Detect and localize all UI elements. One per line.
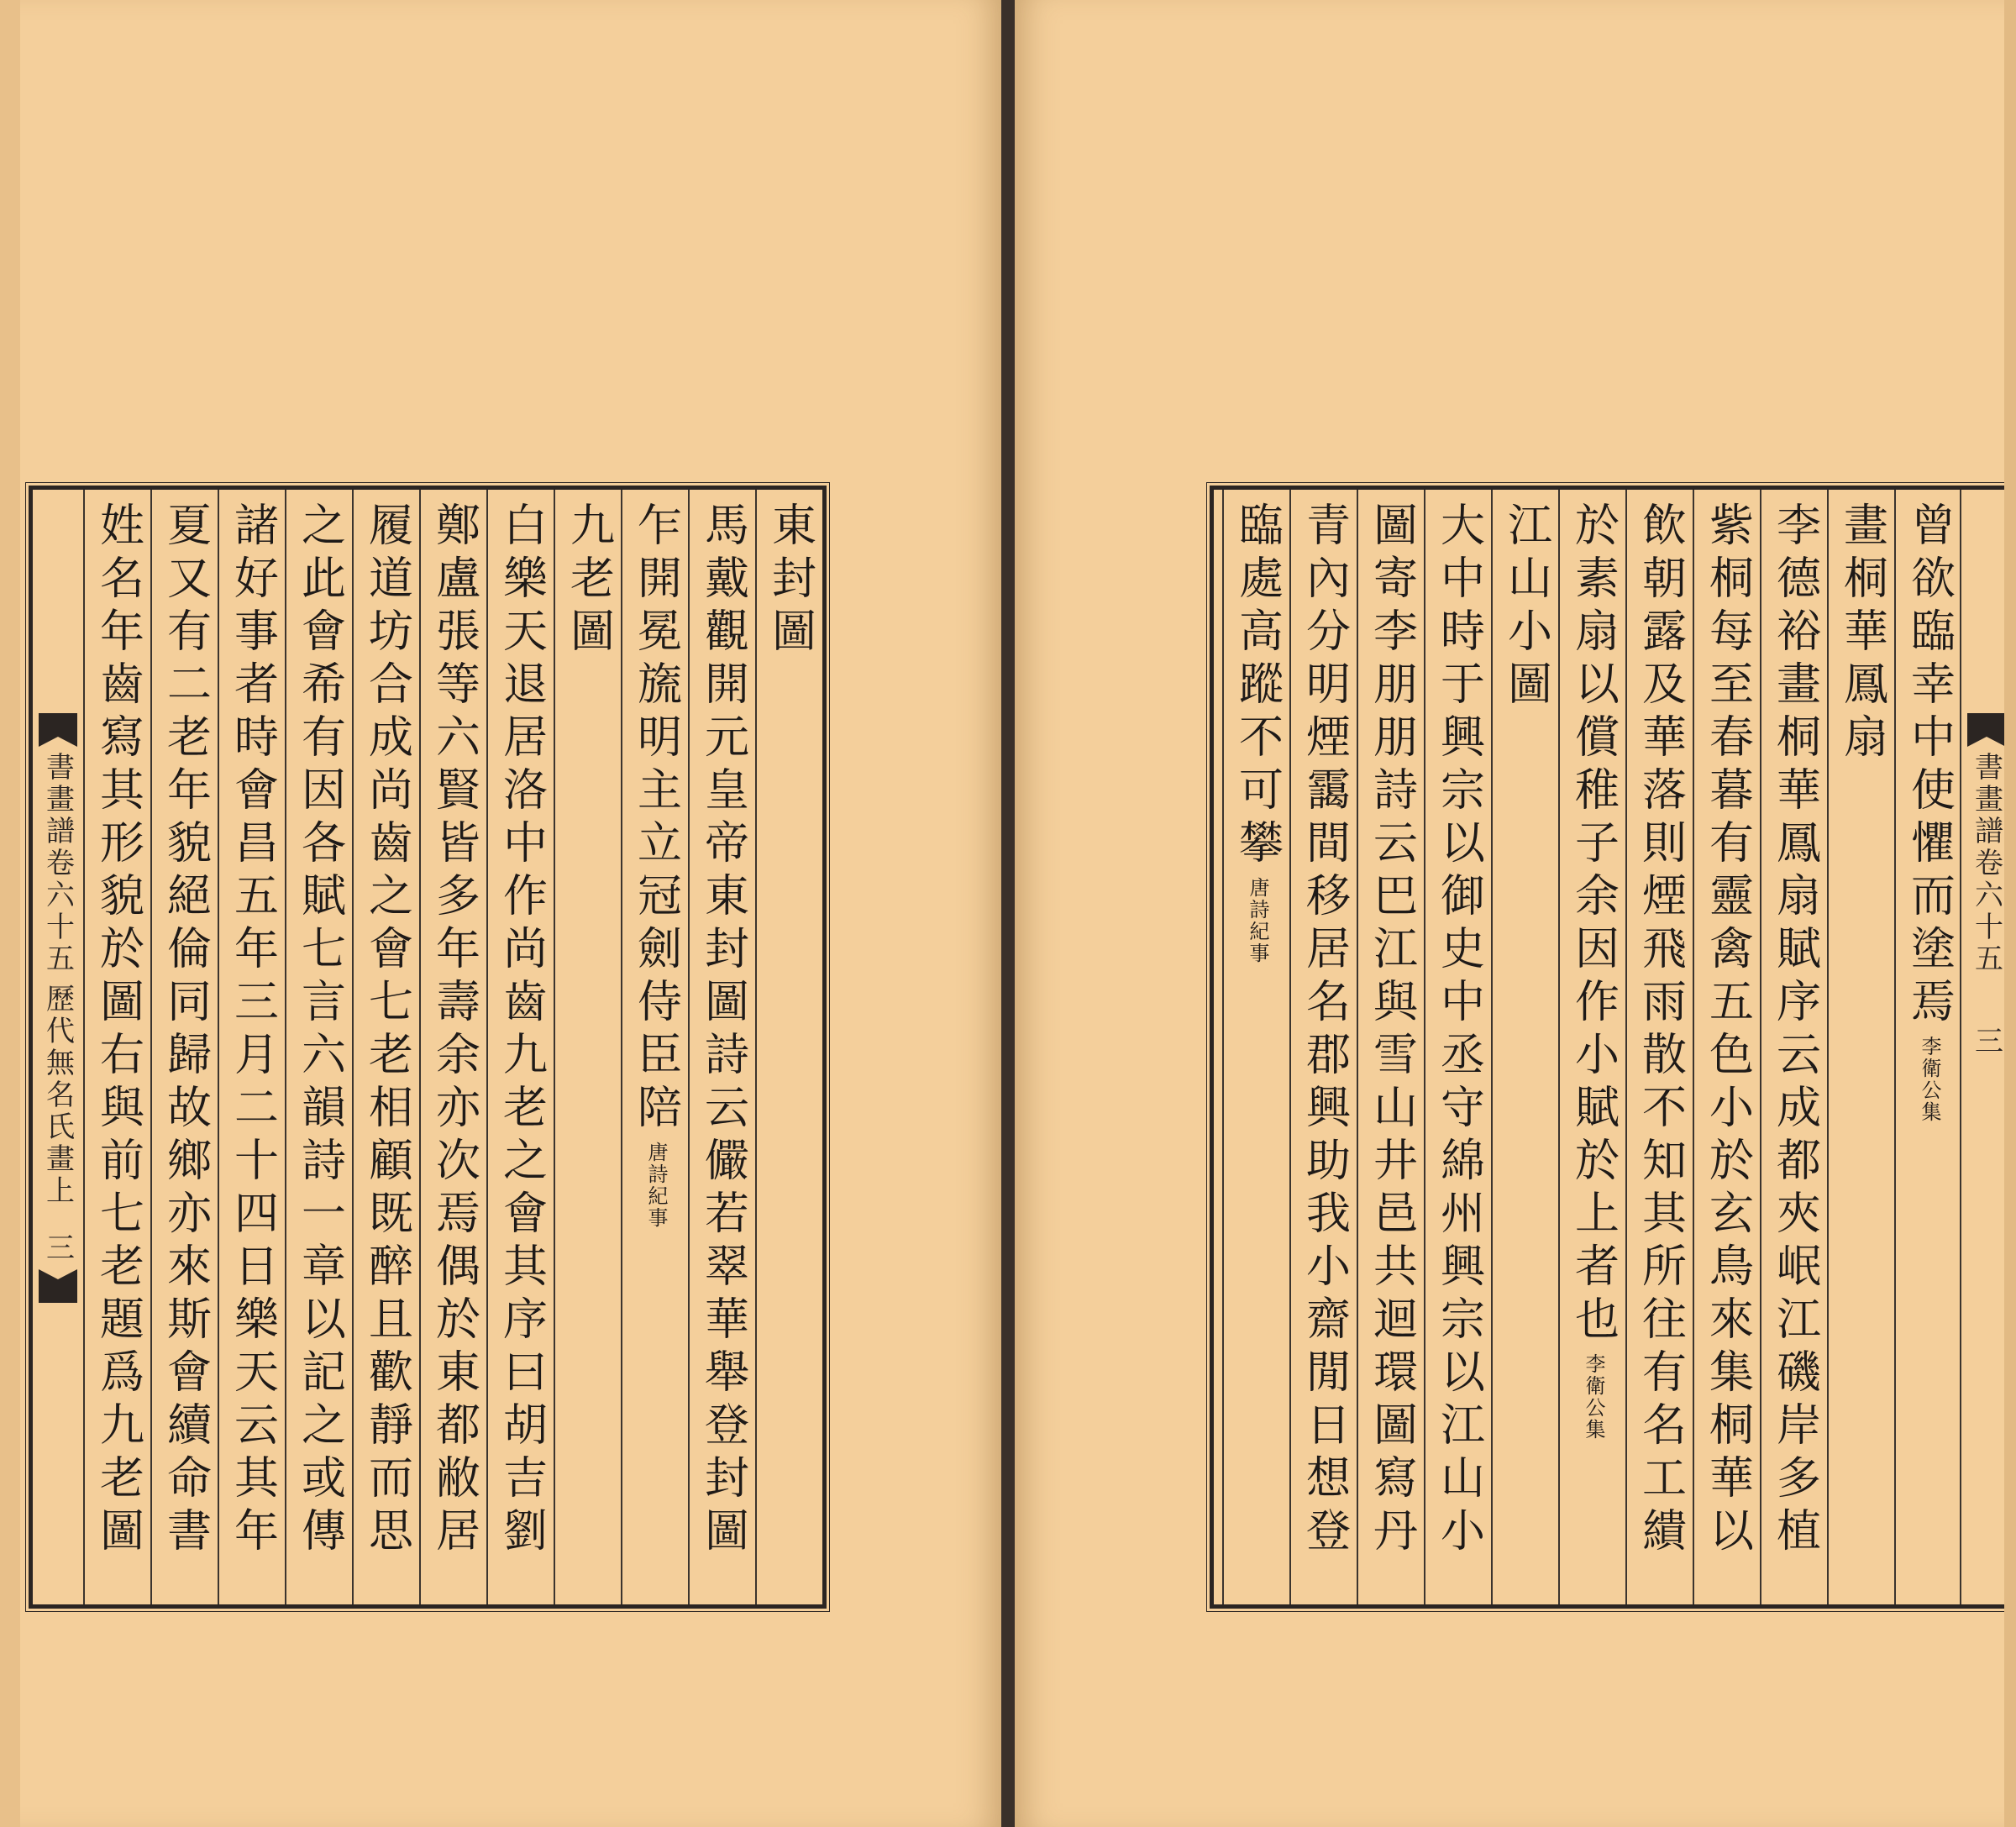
text-column <box>150 490 219 1604</box>
column-text: 馬戴觀開元皇帝東封圖詩云儼若翠華舉登封圖 <box>697 501 749 1560</box>
text-column <box>755 490 824 1604</box>
fishtail-ornament-top <box>39 713 77 747</box>
fishtail-ornament-top <box>1967 713 2006 747</box>
column-text: 東封圖 <box>764 501 816 660</box>
column-text: 臨處高蹤不可攀 <box>1231 501 1284 872</box>
source-note: 李衛公集 <box>1918 1036 1941 1123</box>
book-gutter <box>1001 0 1015 1827</box>
text-column <box>554 490 622 1604</box>
source-note: 唐詩紀事 <box>1246 877 1269 964</box>
column-text: 九老圖 <box>563 501 615 660</box>
text-column <box>1827 490 1896 1604</box>
text-column <box>688 490 757 1604</box>
column-text: 飲朝露及華落則煙飛雨散不知其所往有名工繢 <box>1635 501 1687 1560</box>
left-margin-title: 書畫譜卷六十五 <box>40 752 75 975</box>
column-text: 乍開冕旒明主立冠劍侍臣陪 <box>630 501 682 1137</box>
text-column <box>1222 490 1291 1604</box>
book-edge-left <box>0 0 22 1827</box>
column-text: 李德裕畫桐華鳳扇賦序云成都夾岷江磯岸多植 <box>1769 501 1821 1560</box>
right-page <box>1015 0 2004 1827</box>
column-text: 諸好事者時會昌五年三月二十四日樂天云其年 <box>227 501 279 1560</box>
left-margin-page: 三 <box>40 1232 75 1264</box>
column-text: 紫桐每至春暮有靈禽五色小於玄鳥來集桐華以 <box>1702 501 1754 1560</box>
source-note: 李衛公集 <box>1582 1353 1605 1441</box>
text-column <box>1625 490 1694 1604</box>
column-text: 之此會希有因各賦七言六韻詩一章以記之或傳 <box>294 501 346 1560</box>
right-margin-page: 三 <box>1969 1026 2003 1058</box>
column-text: 青內分明煙靄間移居名郡興助我小齋閒日想登 <box>1299 501 1351 1560</box>
column-text: 曾欲臨幸中使懼而塗焉 <box>1903 501 1956 1031</box>
column-text: 圖寄李朋朋詩云巴江與雪山井邑共迴環圖寫丹 <box>1366 501 1418 1560</box>
text-column <box>1558 490 1627 1604</box>
left-page <box>20 0 1001 1827</box>
column-text: 夏又有二老年貌絕倫同歸故鄉亦來斯會續命書 <box>160 501 212 1560</box>
source-note: 唐詩紀事 <box>644 1142 668 1229</box>
text-column <box>352 490 421 1604</box>
text-column <box>1424 490 1493 1604</box>
book-edge-right <box>2004 0 2016 1827</box>
right-text-frame <box>1210 486 2016 1609</box>
text-column <box>218 490 286 1604</box>
text-column <box>1760 490 1829 1604</box>
column-text: 畫桐華鳳扇 <box>1836 501 1888 766</box>
text-column <box>1894 490 1963 1604</box>
text-column <box>285 490 354 1604</box>
column-text: 姓名年齒寫其形貌於圖右與前七老題爲九老圖 <box>92 501 144 1560</box>
text-column <box>1491 490 1560 1604</box>
column-text: 江山小圖 <box>1500 501 1552 713</box>
text-column <box>486 490 555 1604</box>
column-text: 大中時于興宗以御史中丞守綿州興宗以江山小 <box>1433 501 1485 1560</box>
column-text: 於素扇以償稚子余因作小賦於上者也 <box>1567 501 1620 1348</box>
fishtail-ornament-bottom <box>39 1269 77 1303</box>
text-column <box>1357 490 1425 1604</box>
text-column <box>621 490 690 1604</box>
column-text: 白樂天退居洛中作尚齒九老之會其序曰胡吉劉 <box>496 501 548 1560</box>
text-column <box>83 490 152 1604</box>
column-text: 履道坊合成尚齒之會七老相顧既醉且歡靜而思 <box>361 501 413 1560</box>
left-page-margin <box>33 490 83 1604</box>
left-text-frame <box>29 486 827 1609</box>
text-column <box>1289 490 1358 1604</box>
right-margin-title: 書畫譜卷六十五 <box>1969 752 2003 975</box>
column-text: 鄭盧張等六賢皆多年壽余亦次焉偶於東都敝居 <box>428 501 480 1560</box>
left-margin-section: 歷代無名氏畫上 <box>40 984 75 1207</box>
text-column <box>1693 490 1761 1604</box>
text-column <box>419 490 488 1604</box>
